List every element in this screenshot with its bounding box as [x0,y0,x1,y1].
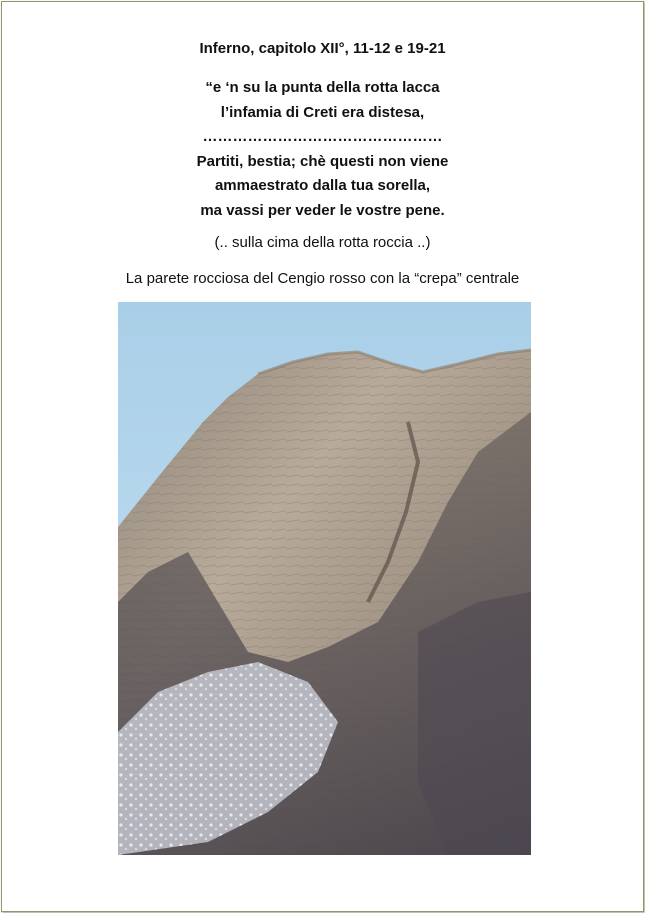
verse-gloss: (.. sulla cima della rotta roccia ..) [214,234,431,251]
verse-line: ma vassi per veder le vostre pene. [200,201,445,219]
document-heading: Inferno, capitolo XII°, 11-12 e 19-21 [199,40,446,57]
verse-line: ammaestrato dalla tua sorella, [214,177,431,195]
verse-block [0,76,645,224]
cliff-photo [118,302,531,855]
verse-ellipsis: ………………………………………… [202,128,443,146]
verse-line: “e ‘n su la punta della rotta lacca [205,79,440,96]
verse-line: l’infamia di Creti era distesa, [220,103,425,121]
verse-line: Partiti, bestia; chè questi non viene [196,152,449,170]
photo-caption: La parete rocciosa del Cengio rosso con la “crepa” centrale [125,270,520,287]
cliff-illustration [118,302,531,855]
